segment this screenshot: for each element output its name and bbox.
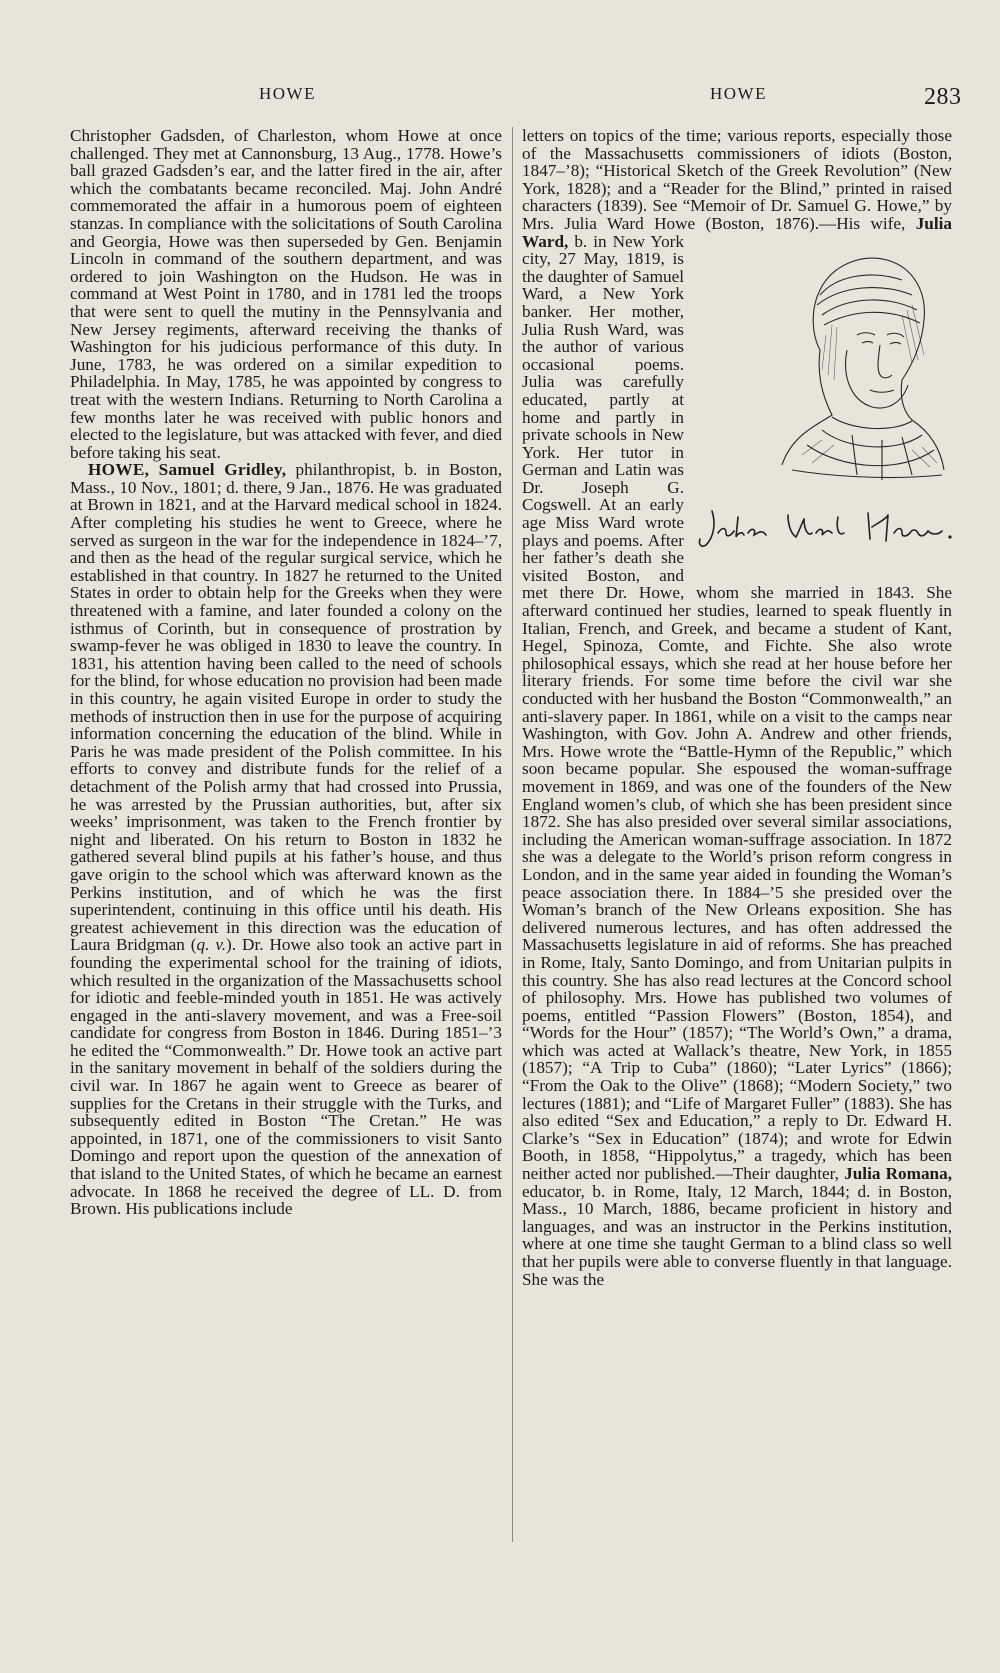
entry-text-part1: philanthropist, b. in Boston, Mass., 10 Nov., 1801; d. there, 9 Jan., 1876. He was graduated at Brown in 1821, and at the Harvard medical school in 1824. After completing his studies he went to Greece, where he served as surgeon in the war for the independence in 1824–’7, and then as the head of the regular surgical service, which he established in that country. In 1827 he returned to the United States in order to obtain help for the Greeks when they were threatened with a famine, and later founded a colony on the isthmus of Corinth, but in consequence of prostration by swamp-fever he was obliged in 1830 to leave the country. In 1831, his attention having been called to the need of schools for the blind, for whose education no provision had been made in this country, he again visited Europe in order to study the methods of instruction then in use for the purpose of acquiring information concerning the education of the blind. While in Paris he was made president of the Polish committee. In his efforts to convey and distribute funds for the relief of a detachment of the Polish army that had crossed into Prussia, he was arrested by the Prussian authorities, but, after six weeks’ imprisonment, was taken to the French frontier by night and liberated. On his return to Boston in 1832 he gathered several blind pupils at his father’s house, and thus gave origin to the school which was afterward known as the Perkins institution, and of which he was the first superintendent, continuing in this office until his death. His greatest achievement in this direction was the education of Laura Bridgman (	[70, 460, 502, 955]
entry-text-part3: educator, b. in Rome, Italy, 12 March, 1844; d. in Boston, Mass., 10 March, 1886, became proficient in history and languages, and was an instructor in the Perkins institution, where at one time she taught German to a blind class so well that her pupils were able to converse fluently in that language. She was the	[522, 1181, 952, 1289]
column-divider	[512, 127, 513, 1542]
paragraph-continued: Christopher Gadsden, of Charleston, whom Howe at once challenged. They met at Cannonsburg, 13 Aug., 1778. Howe’s ball grazed Gadsden’s ear, and the latter fired in the air, after which the combatants became reconciled. Maj. John André commemorated the affair in a humorous poem of eighteen stanzas. In compliance with the solicitations of South Carolina and Georgia, Howe was then superseded by Gen. Benjamin Lincoln in command of the southern department, and was ordered to join Washington on the Hudson. He was in command at West Point in 1780, and in 1781 led the troops that were sent to quell the mutiny in the Pennsylvania and New Jersey regiments, afterward receiving the thanks of Washington for his judicious performance of this duty. In June, 1783, he was ordered on a similar expedition to Philadelphia. In May, 1785, he was appointed by congress to treat with the western Indians. Returning to North Carolina a few months later he was received with public honors and elected to the legislature, but was attacked with fever, and died before taking his seat.	[70, 127, 502, 462]
right-column	[522, 127, 952, 1547]
entry-julia-ward-howe	[522, 127, 952, 1288]
portrait-engraving	[762, 235, 947, 483]
entry-headword: HOWE, Samuel Gridley,	[88, 460, 287, 480]
subentry-name-julia-ward: Julia Ward,	[522, 213, 952, 251]
running-head-right: HOWE	[710, 84, 767, 103]
entry-text-part1: letters on topics of the time; various reports, especially those of the Massachusetts commissioners of idiots (Boston, 1847–’8); “Historical Sketch of the Greek Revolution” (New York, 1828); and a “Reader for the Blind,” printed in raised characters (1839). See “Memoir of Dr. Samuel G. Howe,” by Mrs. Julia Ward Howe (Boston, 1876).—His wife,	[522, 127, 952, 233]
entry-samuel-gridley-howe	[70, 461, 502, 1218]
subentry-name-julia-romana: Julia Romana,	[844, 1164, 952, 1184]
left-column	[70, 127, 502, 1547]
signature-julia-ward-howe	[692, 493, 952, 553]
portrait-figure	[692, 235, 952, 565]
entry-text-part2: ). Dr. Howe also took an active part in founding the experimental school for the training of idiots, which resulted in the organization of the Massachusetts school for idiotic and feeble-minded youth in 1851. He was actively engaged in the anti-slavery movement, and was a Free-soil candidate for congress from Boston in 1846. During 1851–’3 he edited the “Commonwealth.” Dr. Howe took an active part in the sanitary movement in behalf of the soldiers during the civil war. In 1867 he again went to Greece as bearer of supplies for the Cretans in their struggle with the Turks, and subsequently edited in Boston “The Cretan.” He was appointed, in 1871, one of the commissioners to visit Santo Domingo and report upon the question of the annexation of that island to the United States, of which he became an earnest advocate. In 1868 he received the degree of LL. D. from Brown. His publications include	[70, 935, 502, 1219]
running-head-left: HOWE	[259, 84, 316, 103]
cross-reference: q. v.	[196, 935, 227, 955]
entry-text-part2: b. in New York city, 27 May, 1819, is the daughter of Samuel Ward, a New York banker. Her mother, Julia Rush Ward, was the author of various occasional poems. Julia was carefully educated, partly at home and partly in private schools in New York. Her tutor in German and Latin was Dr. Joseph G. Cogswell. At an early age Miss Ward wrote plays and poems. After her father’s death she visited Boston, and met there Dr. Howe, whom she married in 1843. She afterward continued her studies, learned to speak fluently in Italian, French, and Greek, and became a student of Kant, Hegel, Spinoza, Comte, and Fichte. She also wrote philosophical essays, which she read at her house before her literary friends. For some time before the civil war she conducted with her husband the Boston “Commonwealth,” an anti-slavery paper. In 1861, while on a visit to the camps near Washington, with Gov. John A. Andrew and other friends, Mrs. Howe wrote the “Battle-Hymn of the Republic,” which soon became popular. She espoused the woman-suffrage movement in 1869, and was one of the founders of the New England women’s club, of which she has been president since 1872. She has also presided over several similar associations, including the American woman-suffrage association. In 1872 she was a delegate to the World’s prison reform congress in London, and in the same year aided in founding the Woman’s peace association there. In 1884–’5 she presided over the Woman’s branch of the New Orleans exposition. She has delivered numerous lectures, and has often addressed the Massachusetts legislature in aid of reforms. She has preached in Rome, Italy, Santo Domingo, and from Unitarian pulpits in this country. She has also read lectures at the Concord school of philosophy. Mrs. Howe has published two volumes of poems, entitled “Passion Flowers” (Boston, 1854), and “Words for the Hour” (1857); “The World’s Own,” a drama, which was acted at Wallack’s theatre, New York, in 1855 (1857); “A Trip to Cuba” (1860); “Later Lyrics” (1866); “From the Oak to the Olive” (1868); “Modern Society,” two lectures (1881); and “Life of Margaret Fuller” (1883). She has also edited “Sex and Education,” a reply to Dr. Edward H. Clarke’s “Sex in Education” (1874); and wrote for Edwin Booth, in 1858, “Hippolytus,” a tragedy, which has been neither acted nor published.—Their daughter,	[522, 231, 952, 1184]
page-number: 283	[924, 84, 962, 110]
